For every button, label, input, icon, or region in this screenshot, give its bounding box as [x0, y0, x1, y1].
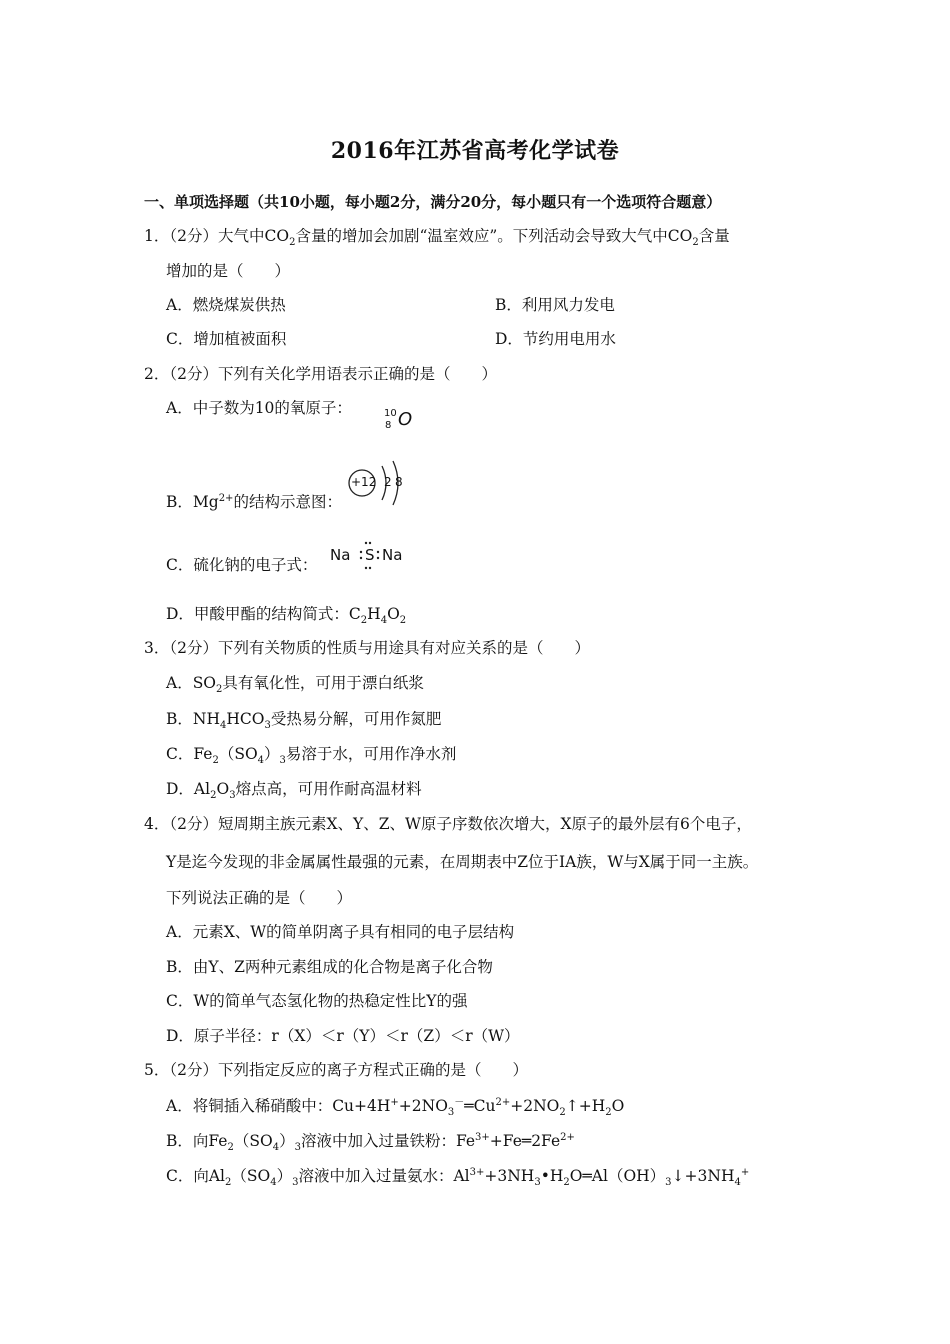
question-4-stem: 4．（2分）短周期主族元素X、Y、Z、W原子序数依次增大，X原子的最外层有6个电子，: [144, 815, 752, 833]
q3-option-d: D．$Al_2O_3$熔点高，可用作耐高温材料: [166, 780, 422, 802]
q1-option-b: B．利用风力发电: [495, 296, 615, 314]
nucleus-charge: +12: [351, 475, 377, 489]
q5-option-a: A．将铜插入稀硝酸中：$Cu+4H^++2NO_3^-═Cu^{2+}+2NO_2↑+H_2O$: [166, 1096, 625, 1119]
q3-option-a: A．$SO_2$具有氧化性，可用于漂白纸浆: [166, 674, 424, 696]
element-symbol: O: [398, 409, 413, 430]
q2-option-d: D．甲酸甲酯的结构简式：$C_2H_4O_2$: [166, 605, 407, 627]
sodium-left: Na: [330, 546, 351, 564]
q2-option-a: A．中子数为10的氧原子：: [166, 399, 352, 417]
q3-option-b: B．$NH_4HCO_3$受热易分解，可用作氮肥: [166, 710, 442, 732]
question-4-stem-cont-2: 下列说法正确的是（ ）: [166, 889, 353, 907]
atomic-number: 8: [385, 420, 392, 431]
oxygen-isotope-notation: [384, 408, 424, 434]
section-heading: 一、单项选择题（共10小题，每小题2分，满分20分，每小题只有一个选项符合题意）: [144, 193, 722, 211]
q1-option-d: D．节约用电用水: [495, 330, 616, 348]
q4-option-a: A．元素X、W的简单阴离子具有相同的电子层结构: [166, 923, 515, 941]
q1-option-c: C．增加植被面积: [166, 330, 287, 348]
q3-option-c: C．$Fe_2(SO_4)_3$易溶于水，可用作净水剂: [166, 745, 457, 767]
question-2-stem: 2．（2分）下列有关化学用语表示正确的是（ ）: [144, 365, 498, 383]
mg-ion-structure-diagram: [346, 456, 412, 506]
electron-dots-icon: [330, 541, 406, 571]
q2-option-b: B．$Mg^{2+}$的结构示意图：: [166, 492, 342, 511]
q2-option-c: C．硫化钠的电子式：: [166, 556, 318, 574]
mass-number: 10: [384, 408, 397, 419]
q4-option-d: D．原子半径：r（X）＜r（Y）＜r（Z）＜r（W）: [166, 1027, 520, 1045]
question-5-stem: 5．（2分）下列指定反应的离子方程式正确的是（ ）: [144, 1061, 529, 1079]
sodium-sulfide-electron-formula: [330, 541, 406, 571]
question-3-stem: 3．（2分）下列有关物质的性质与用途具有对应关系的是（ ）: [144, 639, 591, 657]
sulfur: S: [365, 546, 375, 564]
question-1-stem-cont: 增加的是（ ）: [166, 262, 291, 280]
shell-2-electrons: 8: [395, 475, 403, 489]
q1-option-a: A．燃烧煤炭供热: [166, 296, 286, 314]
question-1-stem: 1．（2分）大气中$CO_2$含量的增加会加剧“温室效应”。下列活动会导致大气中$CO_2$含量: [144, 227, 730, 249]
q5-option-b: B．向$Fe_2(SO_4)_3$溶液中加入过量铁粉：$Fe^{3+}+Fe═2Fe^{2+}$: [166, 1131, 575, 1154]
q4-option-c: C．W的简单气态氢化物的热稳定性比Y的强: [166, 992, 468, 1010]
q5-option-c: C．向$Al_2(SO_4)_3$溶液中加入过量氨水：$Al^{3+}+3NH_3•H_2O═Al(OH)_3↓+3NH_4^+$: [166, 1166, 750, 1189]
q4-option-b: B．由Y、Z两种元素组成的化合物是离子化合物: [166, 958, 493, 976]
question-4-stem-cont: Y是迄今发现的非金属属性最强的元素，在周期表中Z位于IA族，W与X属于同一主族。: [166, 853, 759, 871]
shell-1-electrons: 2: [384, 475, 392, 489]
page-title: 2016年江苏省高考化学试卷: [330, 138, 620, 164]
sodium-right: Na: [382, 546, 403, 564]
